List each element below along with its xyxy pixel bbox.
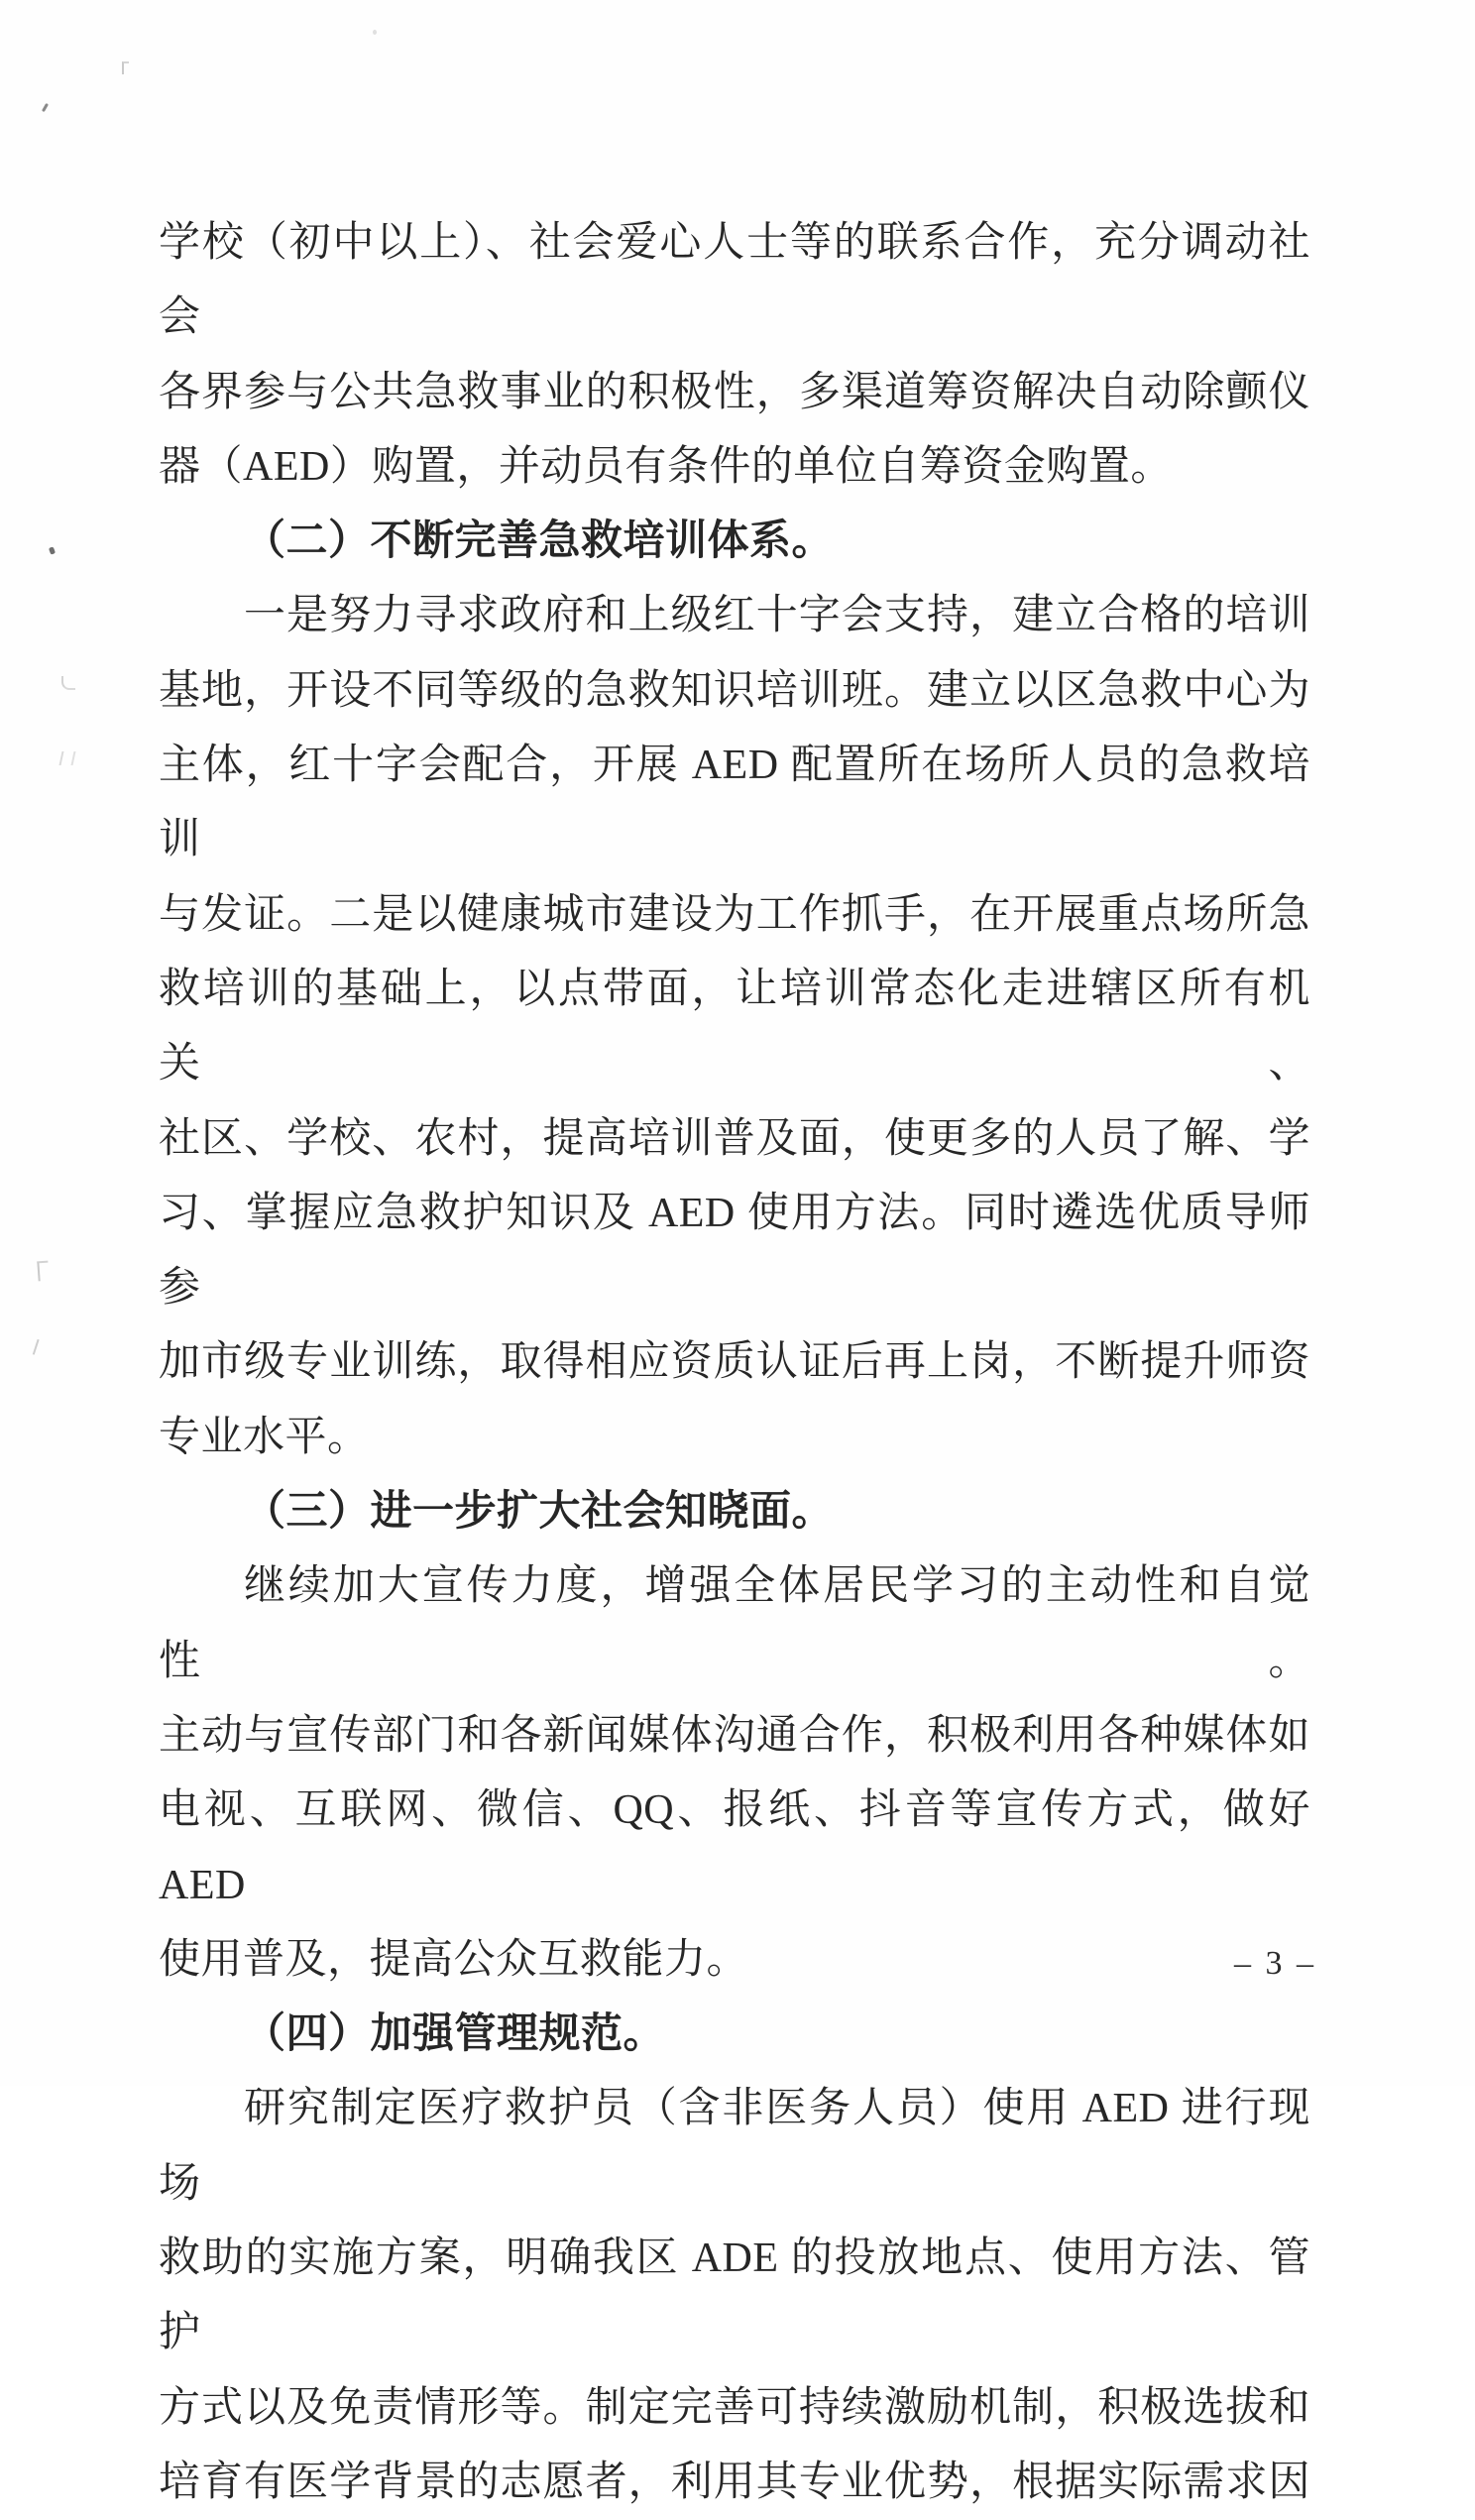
section-heading: （四）加强管理规范。: [244, 2011, 666, 2058]
text-line: 加市级专业训练，取得相应资质认证后再上岗，不断提升师资: [159, 1339, 1310, 1386]
text-line: 一是努力寻求政府和上级红十字会支持，建立合格的培训: [244, 593, 1310, 639]
text-line: 继续加大宣传力度，增强全体居民学习的主动性和自觉性。: [159, 1563, 1310, 1684]
text-line: 研究制定医疗救护员（含非医务人员）使用 AED 进行现场: [159, 2086, 1310, 2207]
text-line: 主动与宣传部门和各新闻媒体沟通合作，积极利用各种媒体如: [159, 1712, 1310, 1759]
scan-artifact: [33, 1339, 47, 1357]
text-line: 学校（初中以上）、社会爱心人士等的联系合作，充分调动社会: [159, 220, 1310, 341]
text-line: 方式以及免责情形等。制定完善可持续激励机制，积极选拔和: [159, 2384, 1310, 2431]
section-heading: （三）进一步扩大社会知晓面。: [244, 1489, 835, 1536]
text-line: 各界参与公共急救事业的积极性，多渠道筹资解决自动除颤仪: [159, 369, 1310, 415]
text-line: 救培训的基础上，以点带面，让培训常态化走进辖区所有机关、: [159, 966, 1310, 1088]
document-body: [159, 206, 1310, 2520]
scan-artifact: [373, 30, 377, 35]
text-line: 培育有医学背景的志愿者，利用其专业优势，根据实际需求因: [159, 2459, 1310, 2505]
text-line: 救助的实施方案，明确我区 ADE 的投放地点、使用方法、管护: [159, 2235, 1310, 2356]
text-line: 使用普及，提高公众互救能力。: [159, 1936, 749, 1983]
scan-artifact: [42, 103, 49, 112]
text-line: 习、掌握应急救护知识及 AED 使用方法。同时遴选优质导师参: [159, 1190, 1310, 1312]
text-line: 专业水平。: [159, 1414, 370, 1460]
scan-artifact: [49, 546, 56, 554]
text-line: 与发证。二是以健康城市建设为工作抓手，在开展重点场所急: [159, 891, 1310, 938]
section-heading: （二）不断完善急救培训体系。: [244, 518, 835, 565]
text-line: 基地，开设不同等级的急救知识培训班。建立以区急救中心为: [159, 667, 1310, 714]
page-number: – 3 –: [1234, 1945, 1316, 1982]
text-line: 社区、学校、农村，提高培训普及面，使更多的人员了解、学: [159, 1115, 1310, 1162]
scan-artifact: [37, 1261, 49, 1282]
text-line: 器（AED）购置，并动员有条件的单位自筹资金购置。: [159, 443, 1173, 490]
scan-artifact: [61, 676, 75, 690]
text-line: 主体，红十字会配合，开展 AED 配置所在场所人员的急救培训: [159, 743, 1310, 863]
text-line: 电视、互联网、微信、QQ、报纸、抖音等宣传方式，做好 AED: [159, 1787, 1310, 1908]
scan-artifact: [59, 751, 76, 765]
scan-artifact: [122, 61, 129, 74]
